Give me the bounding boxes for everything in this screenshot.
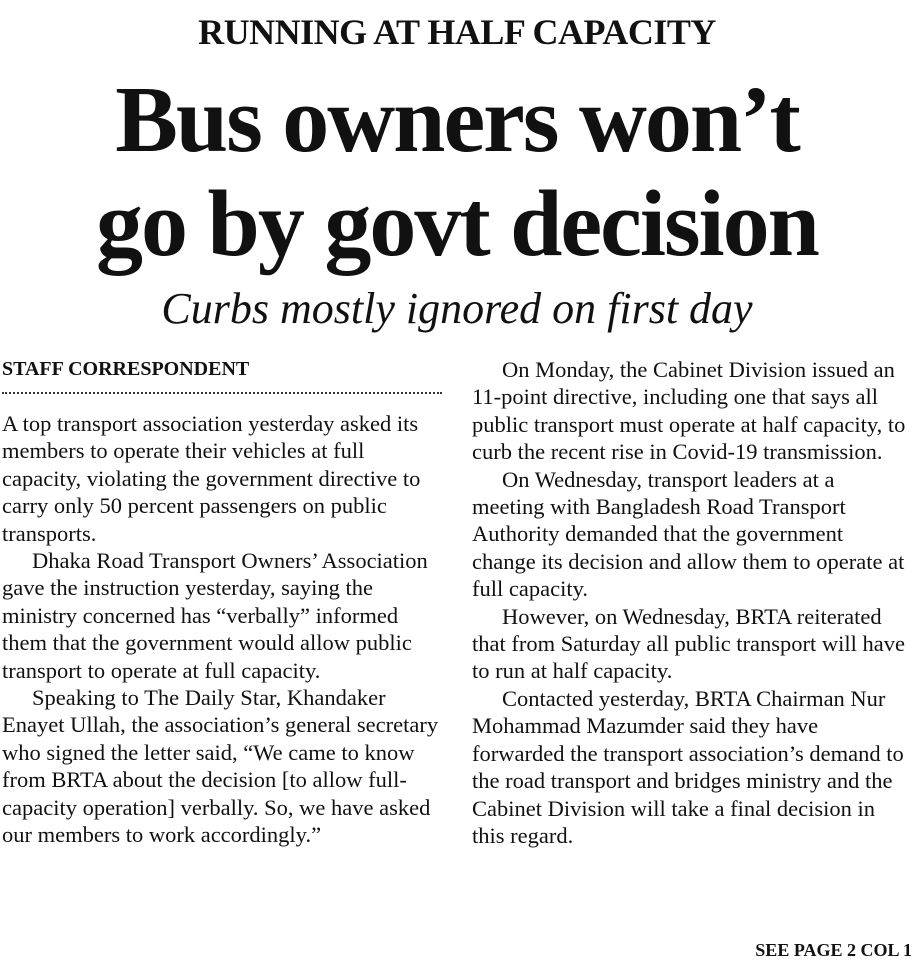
headline bbox=[0, 68, 914, 276]
article-paragraph: However, on Wednesday, BRTA reiterated that from Saturday all public transport will have to run at half capacity. bbox=[472, 603, 906, 684]
article-paragraph: Speaking to The Daily Star, Khandaker Enayet Ullah, the association’s general secretary who signed the letter said, “We came to know from BRTA about the decision [to allow full-capacity operation] verbally. So, we have asked our members to work accordingly.” bbox=[2, 685, 439, 848]
headline-line-1: Bus owners won’t bbox=[115, 68, 799, 172]
article-column-right bbox=[472, 356, 912, 849]
headline-line-2: go by govt decision bbox=[96, 172, 818, 276]
article-paragraph: On Monday, the Cabinet Division issued an 11-point directive, including one that says all public transport must operate at half capacity, to curb the recent rise in Covid-19 transmission. bbox=[472, 357, 906, 465]
continuation-line: SEE PAGE 2 COL 1 bbox=[755, 940, 912, 960]
article-paragraph: Contacted yesterday, BRTA Chairman Nur Mohammad Mazumder said they have forwarded the transport association’s demand to the road transport and bridges ministry and the Cabinet Division will take a final decision in this regard. bbox=[472, 685, 904, 848]
kicker: RUNNING AT HALF CAPACITY bbox=[198, 12, 716, 52]
article-column-left bbox=[2, 410, 446, 849]
article-paragraph: Dhaka Road Transport Owners’ Association gave the instruction yesterday, saying the ministry concerned has “verbally” informed them that the government would allow public transport to operate at full capacity. bbox=[2, 548, 428, 683]
article-paragraph: On Wednesday, transport leaders at a meeting with Bangladesh Road Transport Authority demanded that the government change its decision and allow them to operate at full capacity. bbox=[472, 466, 905, 602]
subheadline: Curbs mostly ignored on first day bbox=[161, 284, 753, 333]
article-paragraph: A top transport association yesterday asked its members to operate their vehicles at full capacity, violating the government directive to carry only 50 percent passengers on public transports. bbox=[2, 411, 421, 546]
byline: STAFF CORRESPONDENT bbox=[2, 356, 442, 394]
